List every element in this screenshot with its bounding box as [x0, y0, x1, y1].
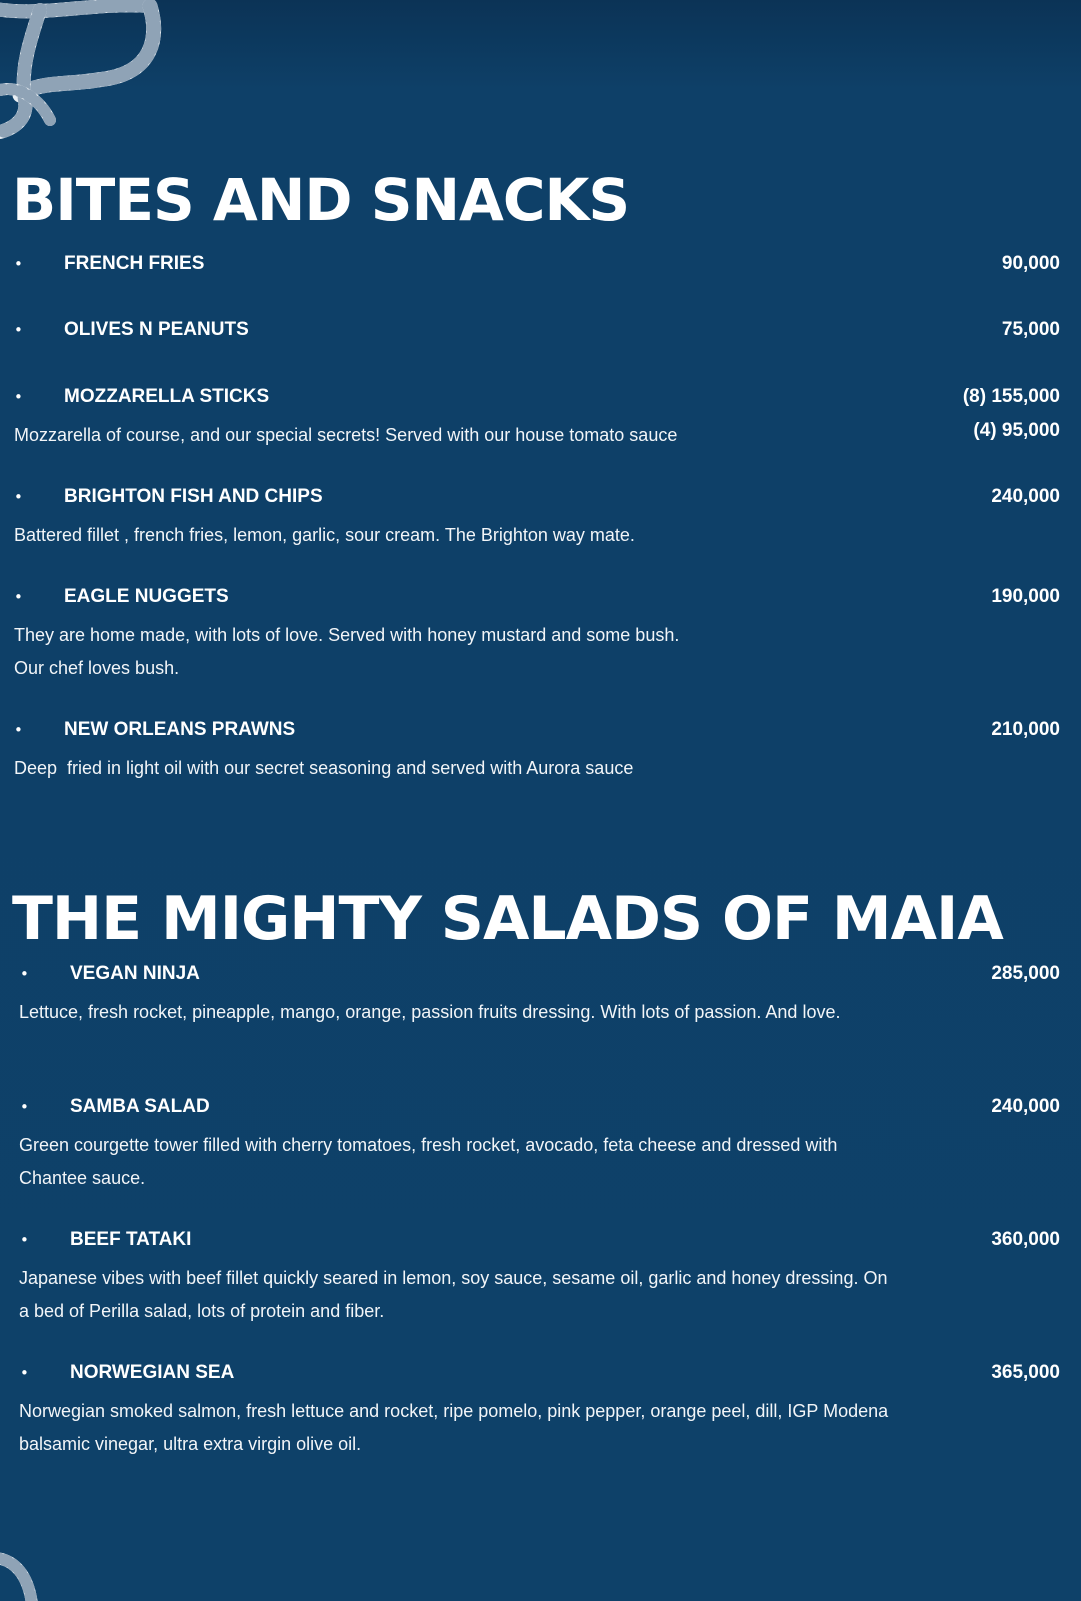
bullet-icon: • [14, 255, 23, 273]
bullet-icon: • [14, 388, 23, 406]
item-price: (8) 155,000 [962, 386, 1060, 407]
item-price: 360,000 [991, 1229, 1060, 1250]
bullet-icon: • [20, 1098, 29, 1116]
item-price: 365,000 [991, 1362, 1060, 1383]
item-name: MOZZARELLA STICKS [64, 386, 270, 407]
item-description: Green courgette tower filled with cherry tomatoes, fresh rocket, avocado, feta cheese and dressed with Chantee sauce. [19, 1135, 838, 1188]
item-price: 240,000 [991, 1096, 1060, 1117]
bullet-icon: • [14, 488, 23, 506]
bullet-icon: • [14, 321, 23, 339]
item-price: 210,000 [991, 719, 1060, 740]
item-price: 75,000 [1001, 319, 1060, 340]
item-price: 190,000 [991, 586, 1060, 607]
rope-icon [0, 1548, 44, 1601]
item-description: Norwegian smoked salmon, fresh lettuce and rocket, ripe pomelo, pink pepper, orange peel, dill, IGP Modena balsamic vinegar, ultra extra virgin olive oil. [19, 1401, 889, 1454]
bullet-icon: • [20, 1231, 29, 1249]
rope-knot-icon [0, 0, 170, 140]
bullet-icon: • [20, 965, 29, 983]
item-name: FRENCH FRIES [64, 253, 205, 274]
item-name: NEW ORLEANS PRAWNS [64, 719, 296, 740]
item-price: 240,000 [991, 486, 1060, 507]
item-name: OLIVES N PEANUTS [64, 319, 249, 340]
section-title-salads: THE MIGHTY SALADS OF MAIA [12, 884, 1003, 954]
bullet-icon: • [14, 721, 23, 739]
item-description: Deep fried in light oil with our secret seasoning and served with Aurora sauce [14, 758, 634, 778]
item-name: BEEF TATAKI [70, 1229, 192, 1250]
item-name: VEGAN NINJA [70, 963, 200, 984]
item-name: EAGLE NUGGETS [64, 586, 229, 607]
item-name: NORWEGIAN SEA [70, 1362, 235, 1383]
item-description: Battered fillet , french fries, lemon, garlic, sour cream. The Brighton way mate. [14, 525, 635, 545]
item-description: They are home made, with lots of love. Served with honey mustard and some bush. Our chef loves bush. [14, 625, 680, 678]
item-name: SAMBA SALAD [70, 1096, 210, 1117]
item-price-secondary: (4) 95,000 [973, 420, 1060, 441]
section-title-bites-and-snacks: BITES AND SNACKS [12, 166, 630, 234]
item-description: Lettuce, fresh rocket, pineapple, mango, orange, passion fruits dressing. With lots of passion. And love. [19, 1002, 841, 1022]
item-price: 285,000 [991, 963, 1060, 984]
item-description: Mozzarella of course, and our special secrets! Served with our house tomato sauce [14, 425, 678, 445]
item-name: BRIGHTON FISH AND CHIPS [64, 486, 323, 507]
item-price: 90,000 [1001, 253, 1060, 274]
bullet-icon: • [20, 1364, 29, 1382]
bullet-icon: • [14, 588, 23, 606]
item-description: Japanese vibes with beef fillet quickly seared in lemon, soy sauce, sesame oil, garlic and honey dressing. On a bed of Perilla salad, lots of protein and fiber. [19, 1268, 888, 1321]
